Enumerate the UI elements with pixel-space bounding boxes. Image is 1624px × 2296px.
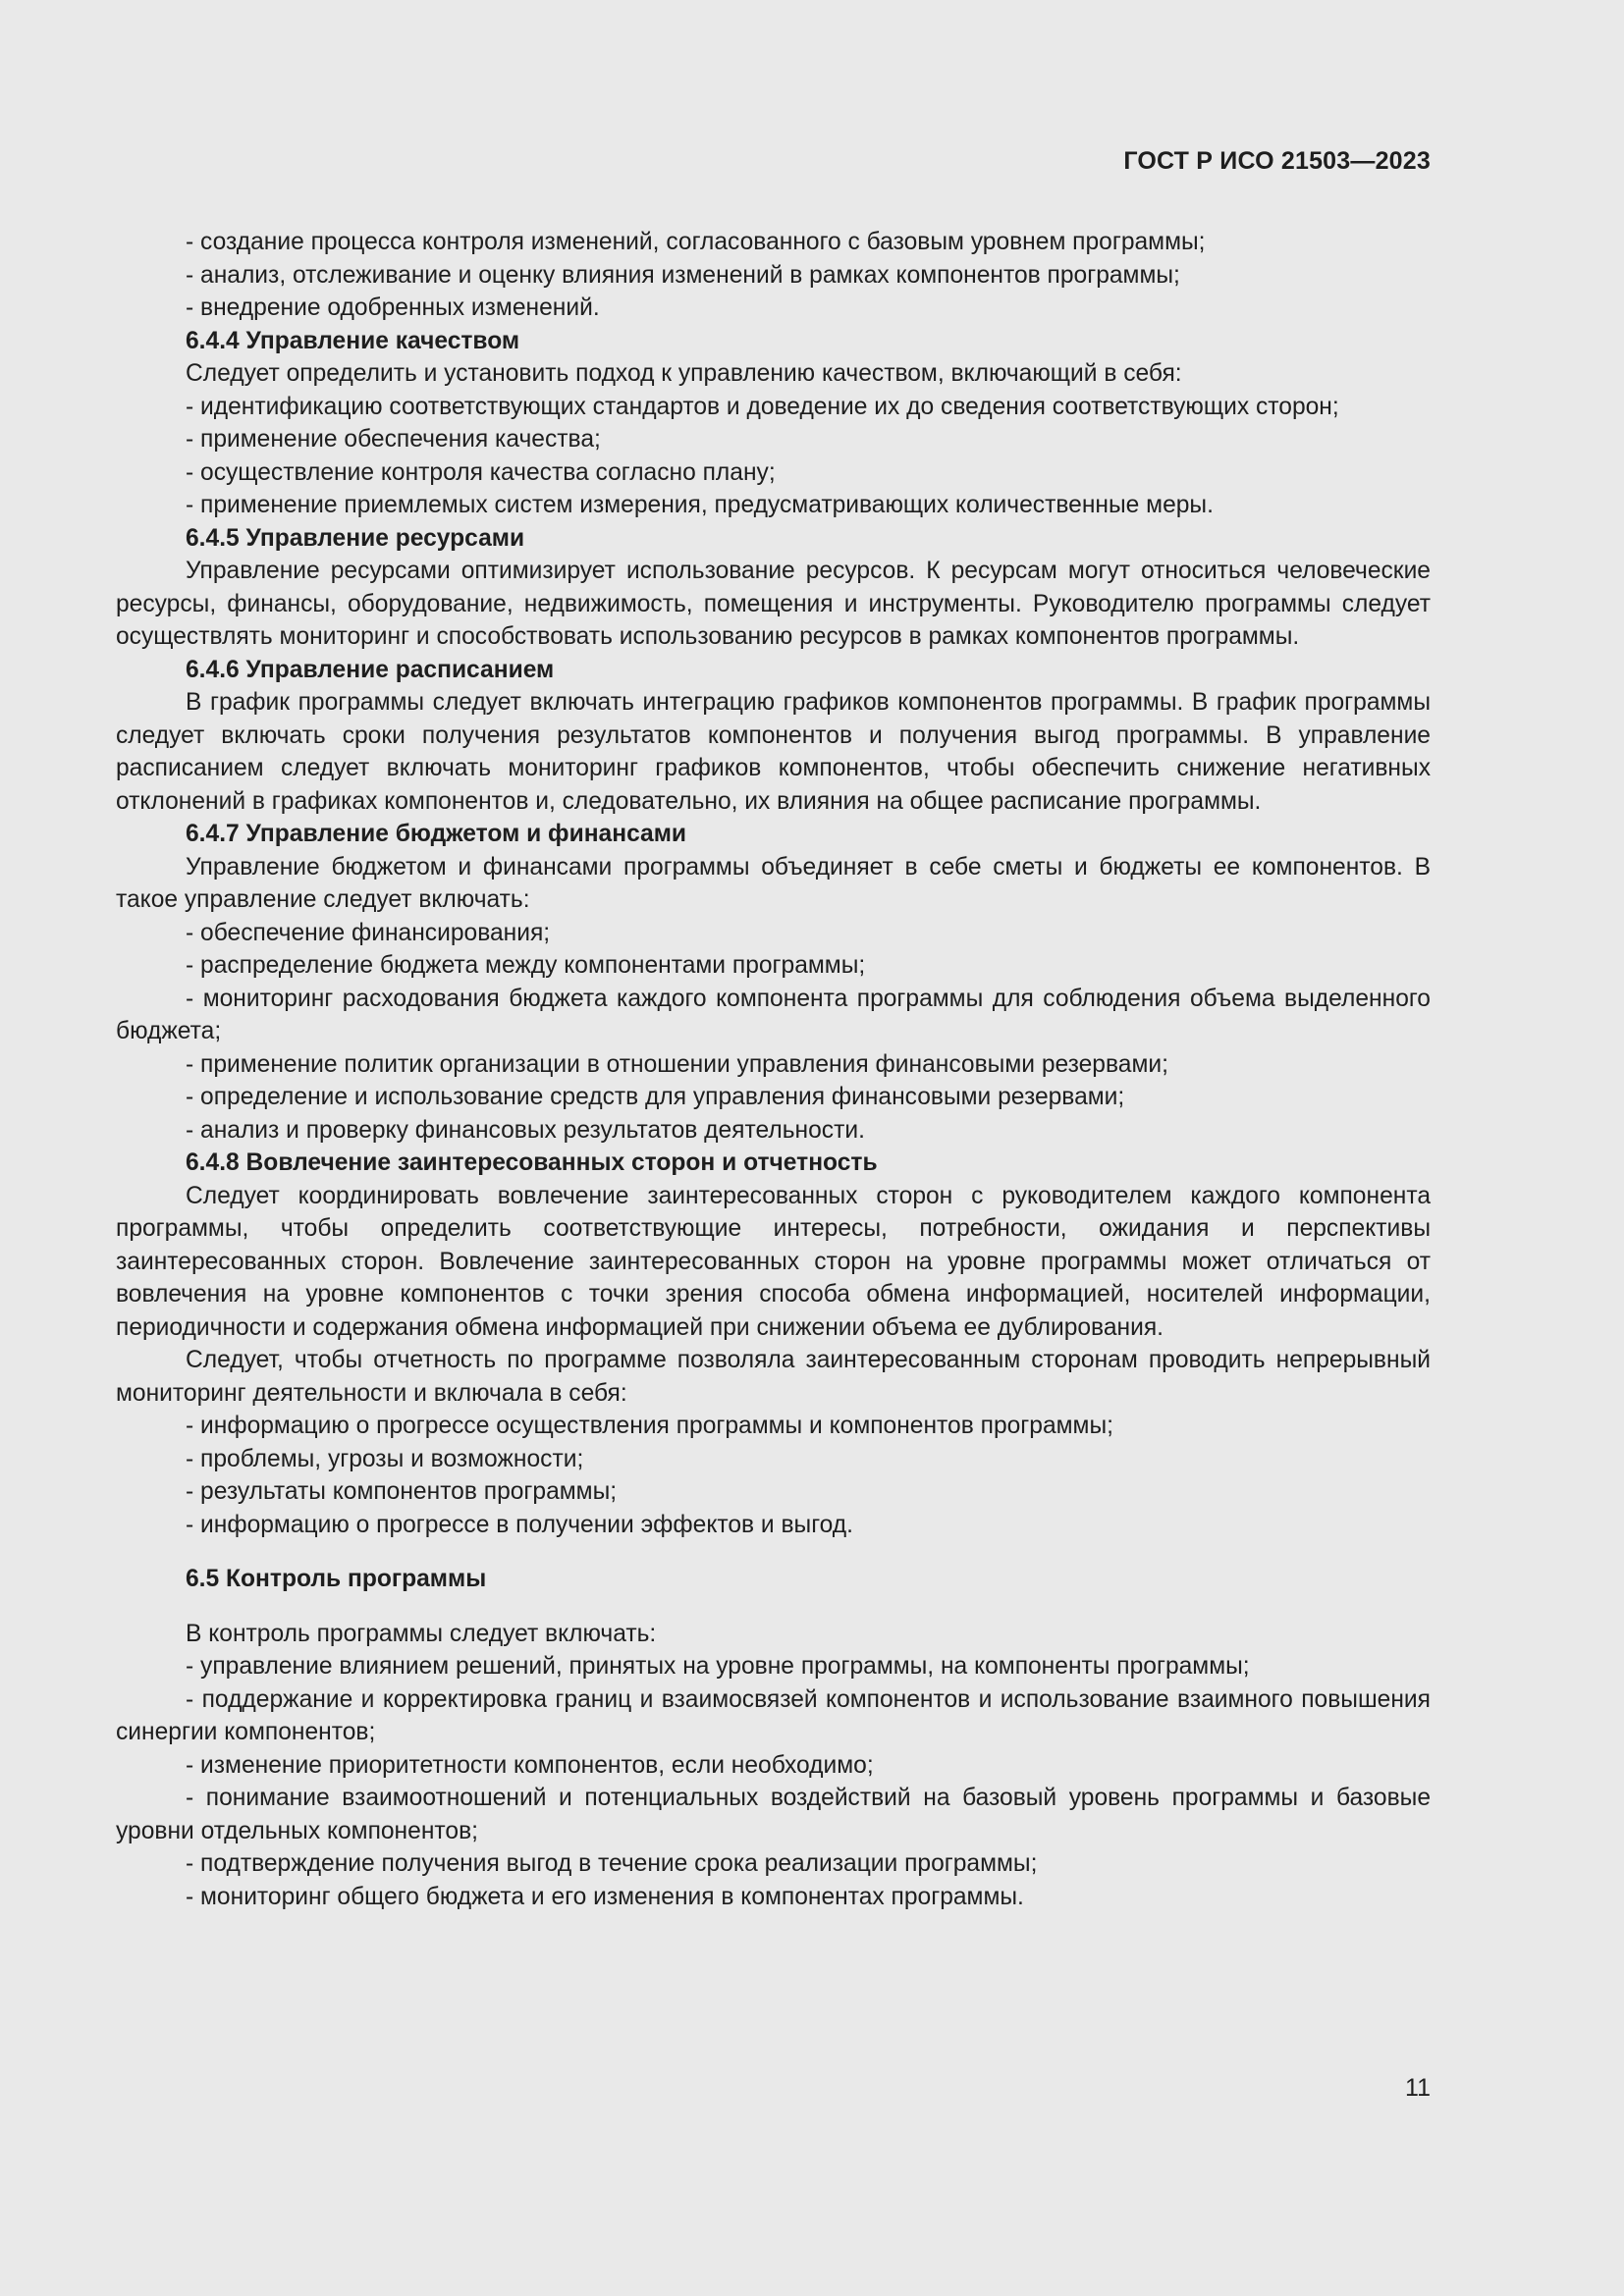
list-item: - внедрение одобренных изменений. — [186, 294, 600, 321]
list-item: - применение приемлемых систем измерения, предусматривающих количественные меры. — [186, 492, 1214, 518]
section-heading: 6.4.4 Управление качеством — [186, 327, 520, 354]
list-item: - мониторинг расходования бюджета каждого компонента программы для соблюдения объема выделенного бюджета; — [116, 985, 1431, 1044]
paragraph: Управление бюджетом и финансами программы объединяет в себе сметы и бюджеты ее компонентов. В такое управление следует включать: — [116, 853, 1431, 913]
list-item: - поддержание и корректировка границ и взаимосвязей компонентов и использование взаимного повышения синергии компонентов; — [116, 1685, 1431, 1745]
list-item: - информацию о прогрессе в получении эффектов и выгод. — [186, 1511, 853, 1538]
list-item: - распределение бюджета между компонентами программы; — [186, 952, 866, 979]
list-item: - результаты компонентов программы; — [186, 1478, 618, 1505]
paragraph: Следует координировать вовлечение заинтересованных сторон с руководителем каждого компонента программы, чтобы определить соответствующие интересы, потребности, ожидания и перспективы заинтересованных сторон. Вовлечение заинтересованных сторон на уровне программы может отличаться от вовлечения на уровне компонентов с точки зрения способа обмена информацией, носителей информации, периодичности и содержания обмена информацией при снижении объема ее дублирования. — [116, 1182, 1431, 1341]
section-heading: 6.4.7 Управление бюджетом и финансами — [186, 821, 687, 847]
list-item: - применение обеспечения качества; — [186, 426, 601, 453]
list-item: - идентификацию соответствующих стандартов и доведение их до сведения соответствующих сторон; — [186, 393, 1339, 420]
list-item: - создание процесса контроля изменений, согласованного с базовым уровнем программы; — [186, 229, 1206, 255]
section-heading: 6.4.8 Вовлечение заинтересованных сторон и отчетность — [186, 1149, 878, 1176]
document-body — [116, 226, 1431, 1913]
list-item: - управление влиянием решений, принятых на уровне программы, на компоненты программы; — [186, 1653, 1250, 1680]
list-item: - понимание взаимоотношений и потенциальных воздействий на базовый уровень программы и базовые уровни отдельных компонентов; — [116, 1785, 1431, 1844]
standard-designation: ГОСТ Р ИСО 21503—2023 — [1123, 147, 1431, 175]
list-item: - осуществление контроля качества согласно плану; — [186, 458, 776, 486]
list-item: - определение и использование средств для управления финансовыми резервами; — [186, 1084, 1125, 1110]
section-heading: 6.4.6 Управление расписанием — [186, 656, 555, 683]
page-number: 11 — [1405, 2074, 1431, 2102]
list-item: - мониторинг общего бюджета и его изменения в компонентах программы. — [186, 1883, 1024, 1910]
list-item: - информацию о прогрессе осуществления программы и компонентов программы; — [186, 1413, 1113, 1439]
list-item: - анализ и проверку финансовых результатов деятельности. — [186, 1116, 865, 1144]
list-item: - подтверждение получения выгод в течение срока реализации программы; — [186, 1850, 1038, 1877]
section-heading: 6.5 Контроль программы — [186, 1566, 487, 1592]
paragraph: Управление ресурсами оптимизирует использование ресурсов. К ресурсам могут относиться человеческие ресурсы, финансы, оборудование, недвижимость, помещения и инструменты. Руководителю программы следует осуществлять мониторинг и способствовать использованию ресурсов в рамках компонентов программы. — [116, 558, 1431, 650]
list-item: - изменение приоритетности компонентов, если необходимо; — [186, 1751, 874, 1779]
list-item: - проблемы, угрозы и возможности; — [186, 1445, 584, 1472]
list-item: - анализ, отслеживание и оценку влияния изменений в рамках компонентов программы; — [186, 261, 1180, 289]
paragraph: В график программы следует включать интеграцию графиков компонентов программы. В график программы следует включать сроки получения результатов компонентов и получения выгод программы. В управление расписанием следует включать мониторинг графиков компонентов, чтобы обеспечить снижение негативных отклонений в графиках компонентов и, следовательно, их влияния на общее расписание программы. — [116, 689, 1431, 815]
list-item: - обеспечение финансирования; — [186, 919, 551, 946]
paragraph: Следует, чтобы отчетность по программе позволяла заинтересованным сторонам проводить непрерывный мониторинг деятельности и включала в себя: — [116, 1347, 1431, 1407]
section-heading: 6.4.5 Управление ресурсами — [186, 524, 525, 552]
paragraph: Следует определить и установить подход к управлению качеством, включающий в себя: — [186, 360, 1182, 387]
list-item: - применение политик организации в отношении управления финансовыми резервами; — [186, 1050, 1168, 1078]
paragraph: В контроль программы следует включать: — [186, 1620, 657, 1647]
